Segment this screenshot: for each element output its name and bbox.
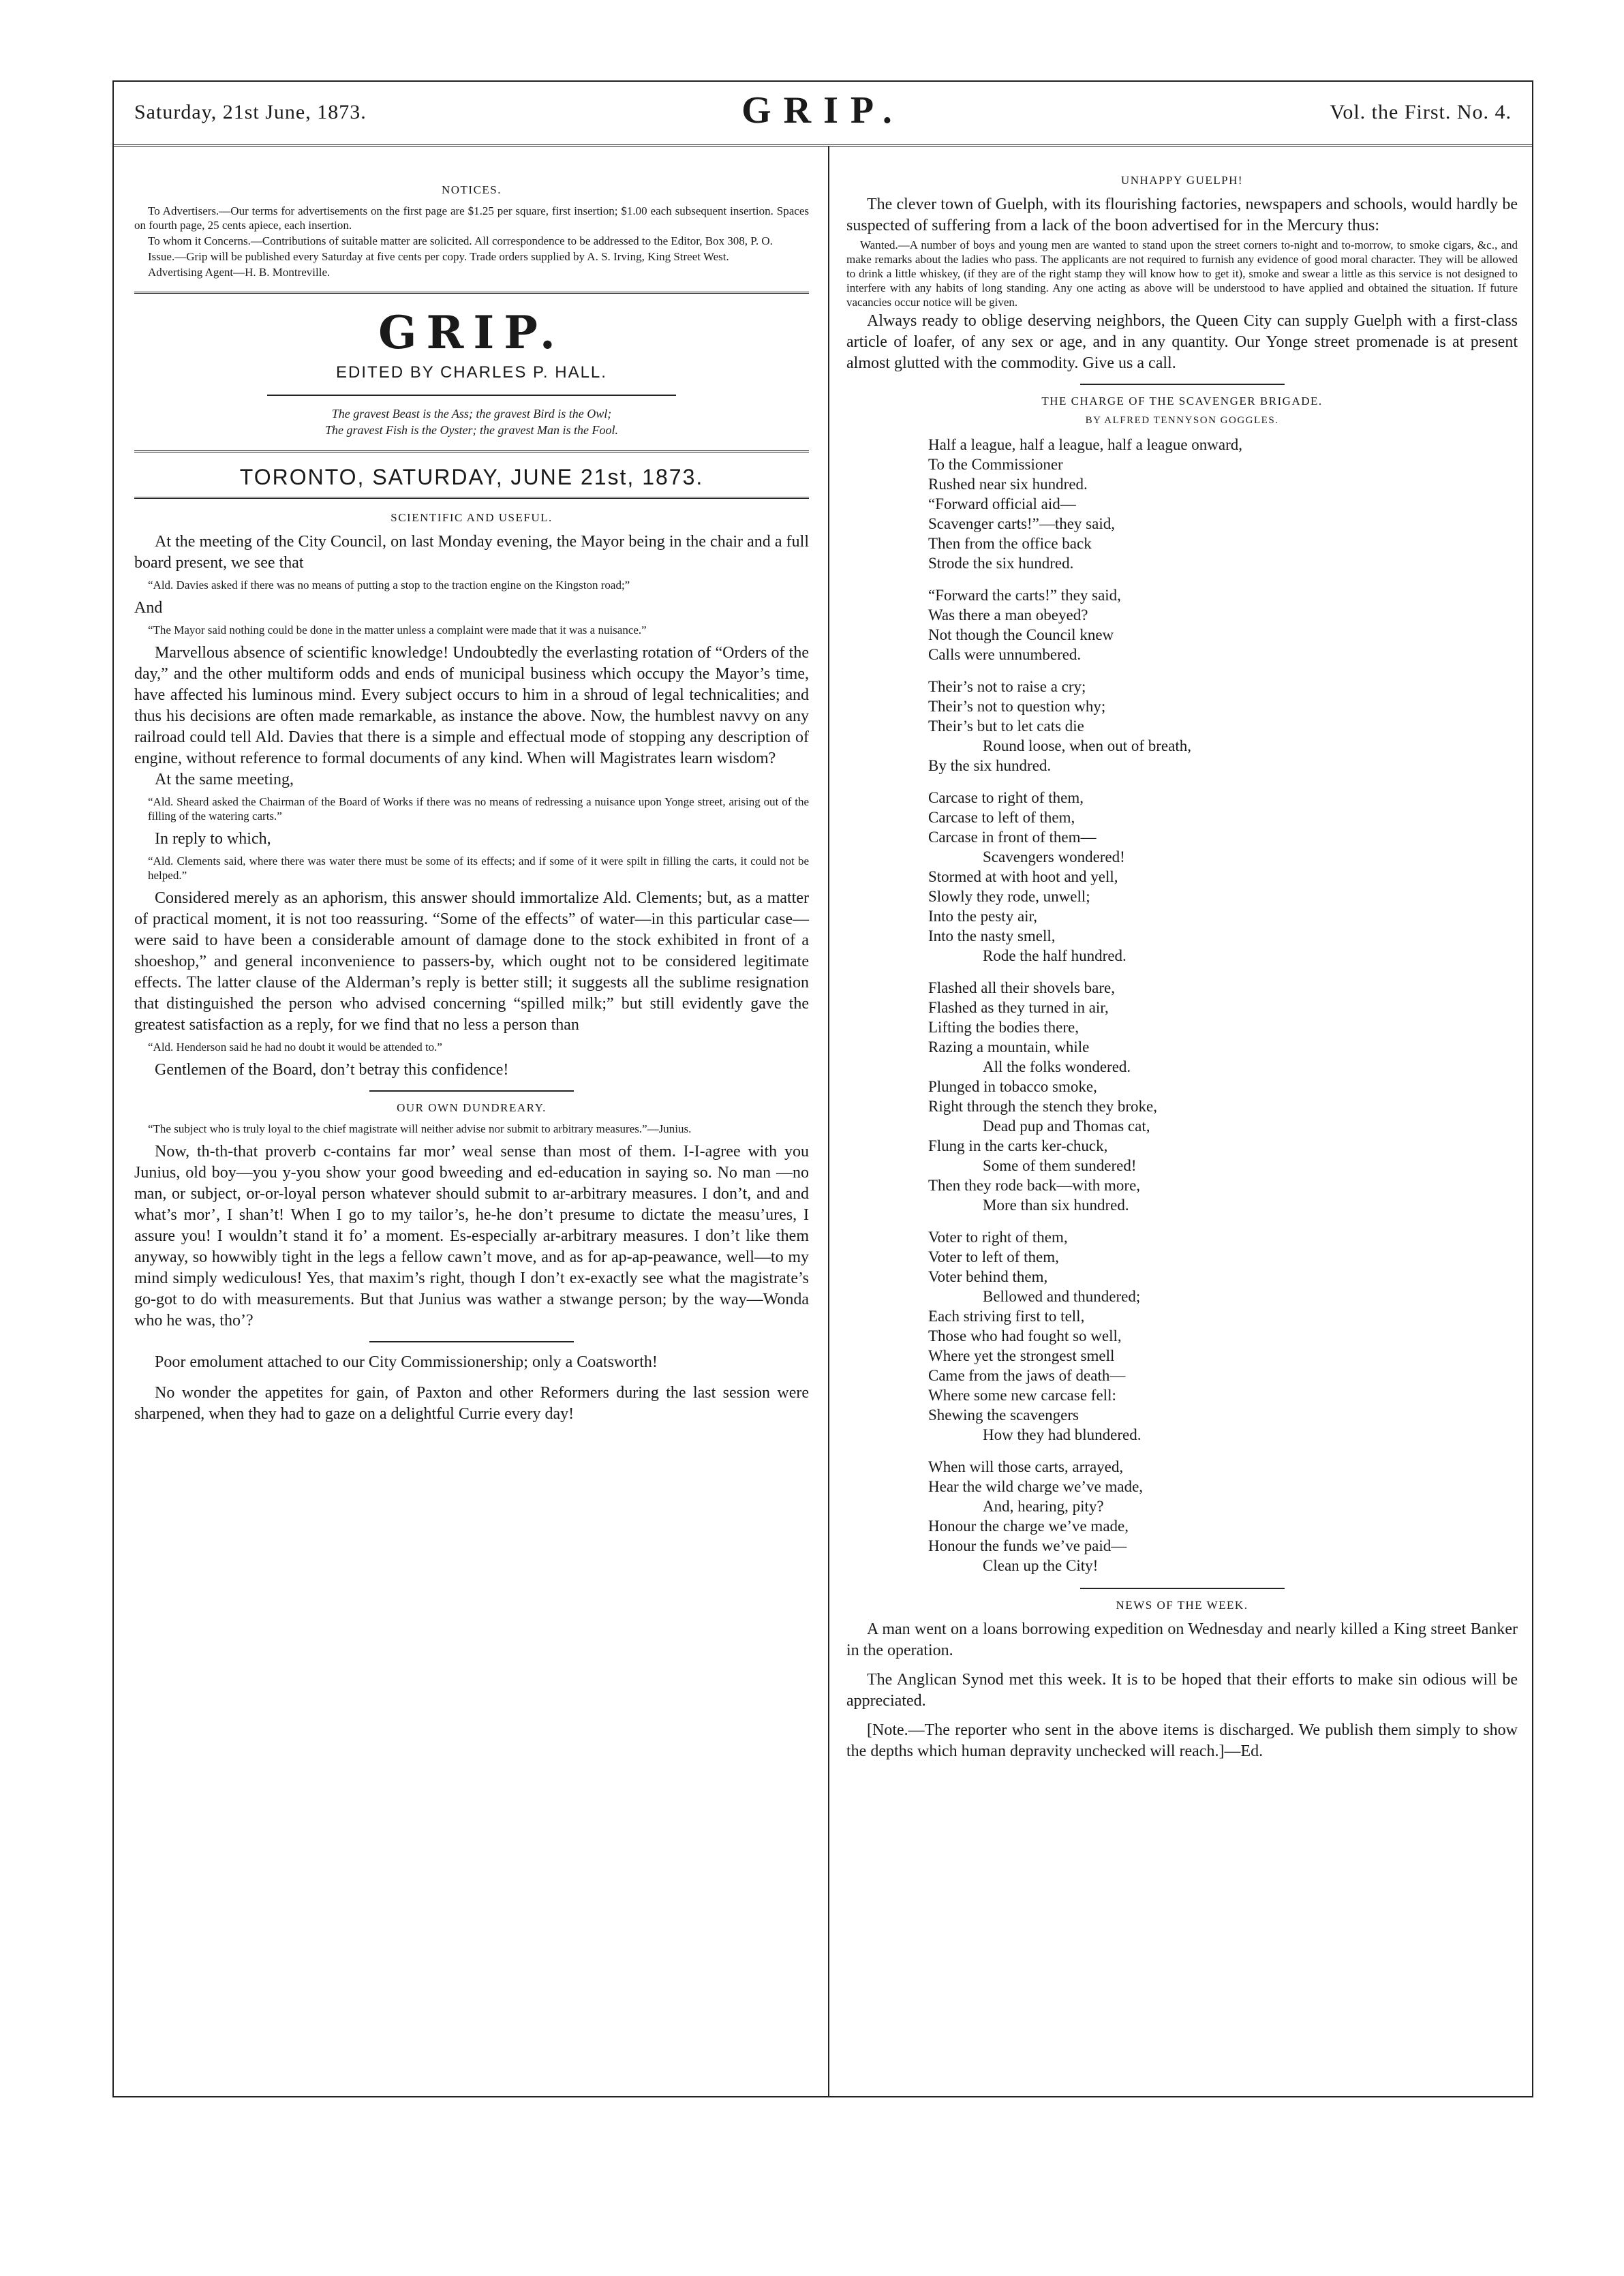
poem-line: Where some new carcase fell: [928,1387,1116,1404]
poem-line: When will those carts, arrayed, [928,1458,1124,1475]
poem-line: Those who had fought so well, [928,1327,1122,1344]
rule [1080,1588,1285,1589]
right-column [846,174,1518,1762]
section-rule [134,450,809,452]
poem-line: Bellowed and thundered; [983,1288,1141,1305]
article-paragraph: Gentlemen of the Board, don’t betray this confidence! [155,1061,509,1079]
left-column [134,174,809,1425]
motto-line: The gravest Beast is the Ass; the gravest Bird is the Owl; [331,407,612,420]
poem-stanza [928,978,1518,1215]
article-heading: NEWS OF THE WEEK. [1116,1599,1248,1612]
poem-line: “Forward the carts!” they said, [928,587,1121,604]
issue-date: Saturday, 21st June, 1873. [134,101,367,123]
poem-line: Strode the six hundred. [928,555,1074,572]
article-heading: OUR OWN DUNDREARY. [397,1101,547,1114]
poem-line: Some of them sundered! [983,1157,1137,1174]
poem-line: Each striving first to tell, [928,1308,1085,1325]
poem-line: Clean up the City! [983,1557,1099,1574]
section-rule [134,497,809,499]
quoted-text: “Ald. Davies asked if there was no means of putting a stop to the traction engine on the Kingston road;” [148,579,630,591]
article-paragraph: Always ready to oblige deserving neighbors, the Queen City can supply Guelph with a first-class article of loafer, of any sex or age, and in any quantity. Our Yonge street promenade is at present almost glutted with the commodity. Give us a call. [846,312,1518,372]
poem-line: Carcase to right of them, [928,789,1084,806]
article-paragraph: Marvellous absence of scientific knowledge! Undoubtedly the everlasting rotation of “Orders of the day,” and the other multiform odds and ends of municipal business which occupy the Mayor’s time, have affected his luminous mind. Every subject occurs to him in a shroud of legal technicalities; and thus his decisions are often made remarkable, as instance the above. Now, the humblest navvy on any railroad could tell Ald. Davies that there is a simple and effectual mode of stopping any description of engine, without reference to formal documents of any kind. When will Magistrates learn wisdom? [134,644,809,767]
poem-line: Flashed all their shovels bare, [928,979,1116,996]
article-paragraph: At the meeting of the City Council, on last Monday evening, the Mayor being in the chair and a full board present, we see that [134,533,809,572]
poem-line: Their’s not to question why; [928,698,1106,715]
poem-line: Slowly they rode, unwell; [928,888,1090,905]
poem-stanza [928,1227,1518,1445]
poem-line: Calls were unnumbered. [928,646,1082,663]
poem-line: Then they rode back—with more, [928,1177,1141,1194]
poem-line: Flashed as they turned in air, [928,999,1109,1016]
poem-line: Lifting the bodies there, [928,1019,1079,1036]
quoted-text: “Ald. Sheard asked the Chairman of the Board of Works if there was no means of redressing a nuisance upon Yonge street, arising out of the filling of the watering carts.” [148,795,809,822]
poem-line: Honour the funds we’ve paid— [928,1537,1127,1554]
newspaper-page [112,80,1533,2097]
poem-line: Honour the charge we’ve made, [928,1518,1129,1535]
quoted-text: “Ald. Henderson said he had no doubt it would be attended to.” [148,1041,442,1054]
article-paragraph: In reply to which, [155,830,271,848]
article-paragraph: Poor emolument attached to our City Commissionership; only a Coatsworth! [155,1353,658,1371]
poem-line: Scavenger carts!”—they said, [928,515,1115,532]
volume-number: Vol. the First. No. 4. [1330,101,1512,123]
poem-line: Their’s but to let cats die [928,718,1084,735]
poem-line: More than six hundred. [983,1197,1129,1214]
poem-line: Carcase in front of them— [928,829,1097,846]
poem-line: Hear the wild charge we’ve made, [928,1478,1144,1495]
notices-heading: NOTICES. [441,183,502,196]
poem-line: Round loose, when out of breath, [983,737,1191,754]
quoted-text: “The Mayor said nothing could be done in the matter unless a complaint were made that it was a nuisance.” [148,624,647,636]
rule [369,1090,574,1092]
poem-line: Dead pup and Thomas cat, [983,1118,1150,1135]
poem-line: Into the nasty smell, [928,927,1056,944]
article-paragraph: The clever town of Guelph, with its flourishing factories, newspapers and schools, would hardly be suspected of suffering from a lack of the boon advertised for in the Mercury thus: [846,196,1518,234]
article-paragraph: And [134,599,163,617]
poem-body [928,435,1518,1575]
poem-line: And, hearing, pity? [983,1498,1104,1515]
editor-line: EDITED BY CHARLES P. HALL. [336,363,607,382]
poem-line: Shewing the scavengers [928,1406,1079,1424]
notice-item: Advertising Agent—H. B. Montreville. [148,266,331,279]
poem-line: Then from the office back [928,535,1092,552]
poem-line: Half a league, half a league, half a league onward, [928,436,1243,453]
poem-line: Voter to right of them, [928,1229,1068,1246]
poem-line: Was there a man obeyed? [928,606,1088,624]
poem-stanza [928,585,1518,664]
poem-line: Plunged in tobacco smoke, [928,1078,1097,1095]
poem-line: By the six hundred. [928,757,1052,774]
poem-heading: THE CHARGE OF THE SCAVENGER BRIGADE. [1041,395,1323,407]
poem-stanza [928,1457,1518,1575]
column-divider [828,147,829,2096]
poem-line: To the Commissioner [928,456,1063,473]
masthead-logo: GRIP. [378,306,565,359]
quoted-advertisement: Wanted.—A number of boys and young men are wanted to stand upon the street corners to-night and to-morrow, to smoke cigars, &c., and make remarks about the ladies who pass. The applicants are not required to furnish any evidence of good moral character. They will be allowed to drink a little whiskey, (if they are of the right stamp they will know how to get it), smoke and swear a little as this service is not designed to interfere with any habits of long standing. Any one acting as above will be understood to have applied and obtained the situation. If future vacancies occur notice will be given. [846,239,1518,309]
poem-line: “Forward official aid— [928,495,1076,512]
poem-line: Stormed at with hoot and yell, [928,868,1118,885]
rule [369,1341,574,1342]
poem-line: Carcase to left of them, [928,809,1075,826]
poem-line: Rushed near six hundred. [928,476,1088,493]
rule [1080,384,1285,385]
news-item: A man went on a loans borrowing expedition on Wednesday and nearly killed a King street Banker in the operation. [846,1620,1518,1659]
article-heading: SCIENTIFIC AND USEFUL. [390,511,553,524]
poem-line: Voter to left of them, [928,1248,1059,1265]
poem-line: Not though the Council knew [928,626,1114,643]
article-paragraph: At the same meeting, [155,771,294,788]
notice-item: Issue.—Grip will be published every Saturday at five cents per copy. Trade orders supplied by A. S. Irving, King Street West. [148,250,729,263]
poem-line: Voter behind them, [928,1268,1048,1285]
rule [267,395,676,396]
poem-line: Their’s not to raise a cry; [928,678,1086,695]
motto-line: The gravest Fish is the Oyster; the gravest Man is the Fool. [325,423,618,437]
quoted-text: “Ald. Clements said, where there was water there must be some of its effects; and if some of it were spilt in filling the carts, it could not be helped.” [148,855,809,882]
page-header [114,82,1532,143]
notice-item: To Advertisers.—Our terms for advertisements on the first page are $1.25 per square, first insertion; $1.00 each subsequent insertion. Spaces on fourth page, 25 cents apiece, each insertion. [134,204,809,232]
news-item: The Anglican Synod met this week. It is to be hoped that their efforts to make sin odious will be appreciated. [846,1671,1518,1710]
poem-byline: BY ALFRED TENNYSON GOGGLES. [1085,415,1279,426]
poem-line: Into the pesty air, [928,908,1038,925]
notice-item: To whom it Concerns.—Contributions of suitable matter are solicited. All correspondence to be addressed to the Editor, Box 308, P. O. [148,234,773,247]
poem-line: Razing a mountain, while [928,1039,1090,1056]
poem-line: Scavengers wondered! [983,848,1125,865]
article-heading: UNHAPPY GUELPH! [1120,174,1244,187]
poem-line: How they had blundered. [983,1426,1142,1443]
poem-line: Right through the stench they broke, [928,1098,1157,1115]
poem-stanza [928,788,1518,966]
poem-stanza [928,677,1518,775]
epigraph: “The subject who is truly loyal to the chief magistrate will neither advise nor submit to arbitrary measures.”—Junius. [148,1122,692,1135]
poem-line: Where yet the strongest smell [928,1347,1115,1364]
section-rule [134,292,809,294]
paper-title: GRIP. [741,89,904,132]
editor-note: [Note.—The reporter who sent in the above items is discharged. We publish them simply to show the depths which human depravity unchecked will reach.]—Ed. [846,1721,1518,1760]
article-paragraph: Now, th-th-that proverb c-contains far mor’ weal sense than most of them. I-I-agree with you Junius, old boy—you y-you show your good bweeding and ed-education in saying so. No man —no man, or subject, or-or-loyal person whatever should submit to ar-arbitrary measures. I don’t, and and what’s mor’, I shan’t! When I go to my tailor’s, he-he don’t presume to dictate the measu’ures, I assure you! I wouldn’t stand it fo’ a moment. Es-especially ar-arbitrary measures. I don’t like them anyway, so howwibly tight in the legs a fellow cawn’t move, and as for ap-ap-peawance, well—to my mind simply wediculous! Yes, that maxim’s right, though I don’t ex-exactly see what the magistrate’s go-got to do with measurements. But that Junius was wather a stwange person; by the way—Wonda who he was, tho’? [134,1143,809,1329]
poem-stanza [928,435,1518,573]
article-paragraph: No wonder the appetites for gain, of Paxton and other Reformers during the last session were sharpened, when they had to gaze on a delightful Currie every day! [134,1384,809,1423]
poem-line: Flung in the carts ker-chuck, [928,1137,1108,1154]
article-paragraph: Considered merely as an aphorism, this answer should immortalize Ald. Clements; but, as a matter of practical moment, it is not too reassuring. “Some of the effects” of water—in this particular case—were said to have been a considerable amount of damage done to the stock exhibited in front of a shoeshop,” and general inconvenience to passers-by, which ought not to be considered legitimate effects. The latter clause of the Alderman’s reply is better still; it suggests all the sublime resignation that distinguished the person who advised concerning “spilled milk;” but still evidently gave the greatest satisfaction as a reply, for we find that no less a person than [134,889,809,1034]
poem-line: Rode the half hundred. [983,947,1127,964]
dateline: TORONTO, SATURDAY, JUNE 21st, 1873. [239,465,704,489]
poem-line: Came from the jaws of death— [928,1367,1126,1384]
poem-line: All the folks wondered. [983,1058,1131,1075]
header-rule [114,144,1532,147]
